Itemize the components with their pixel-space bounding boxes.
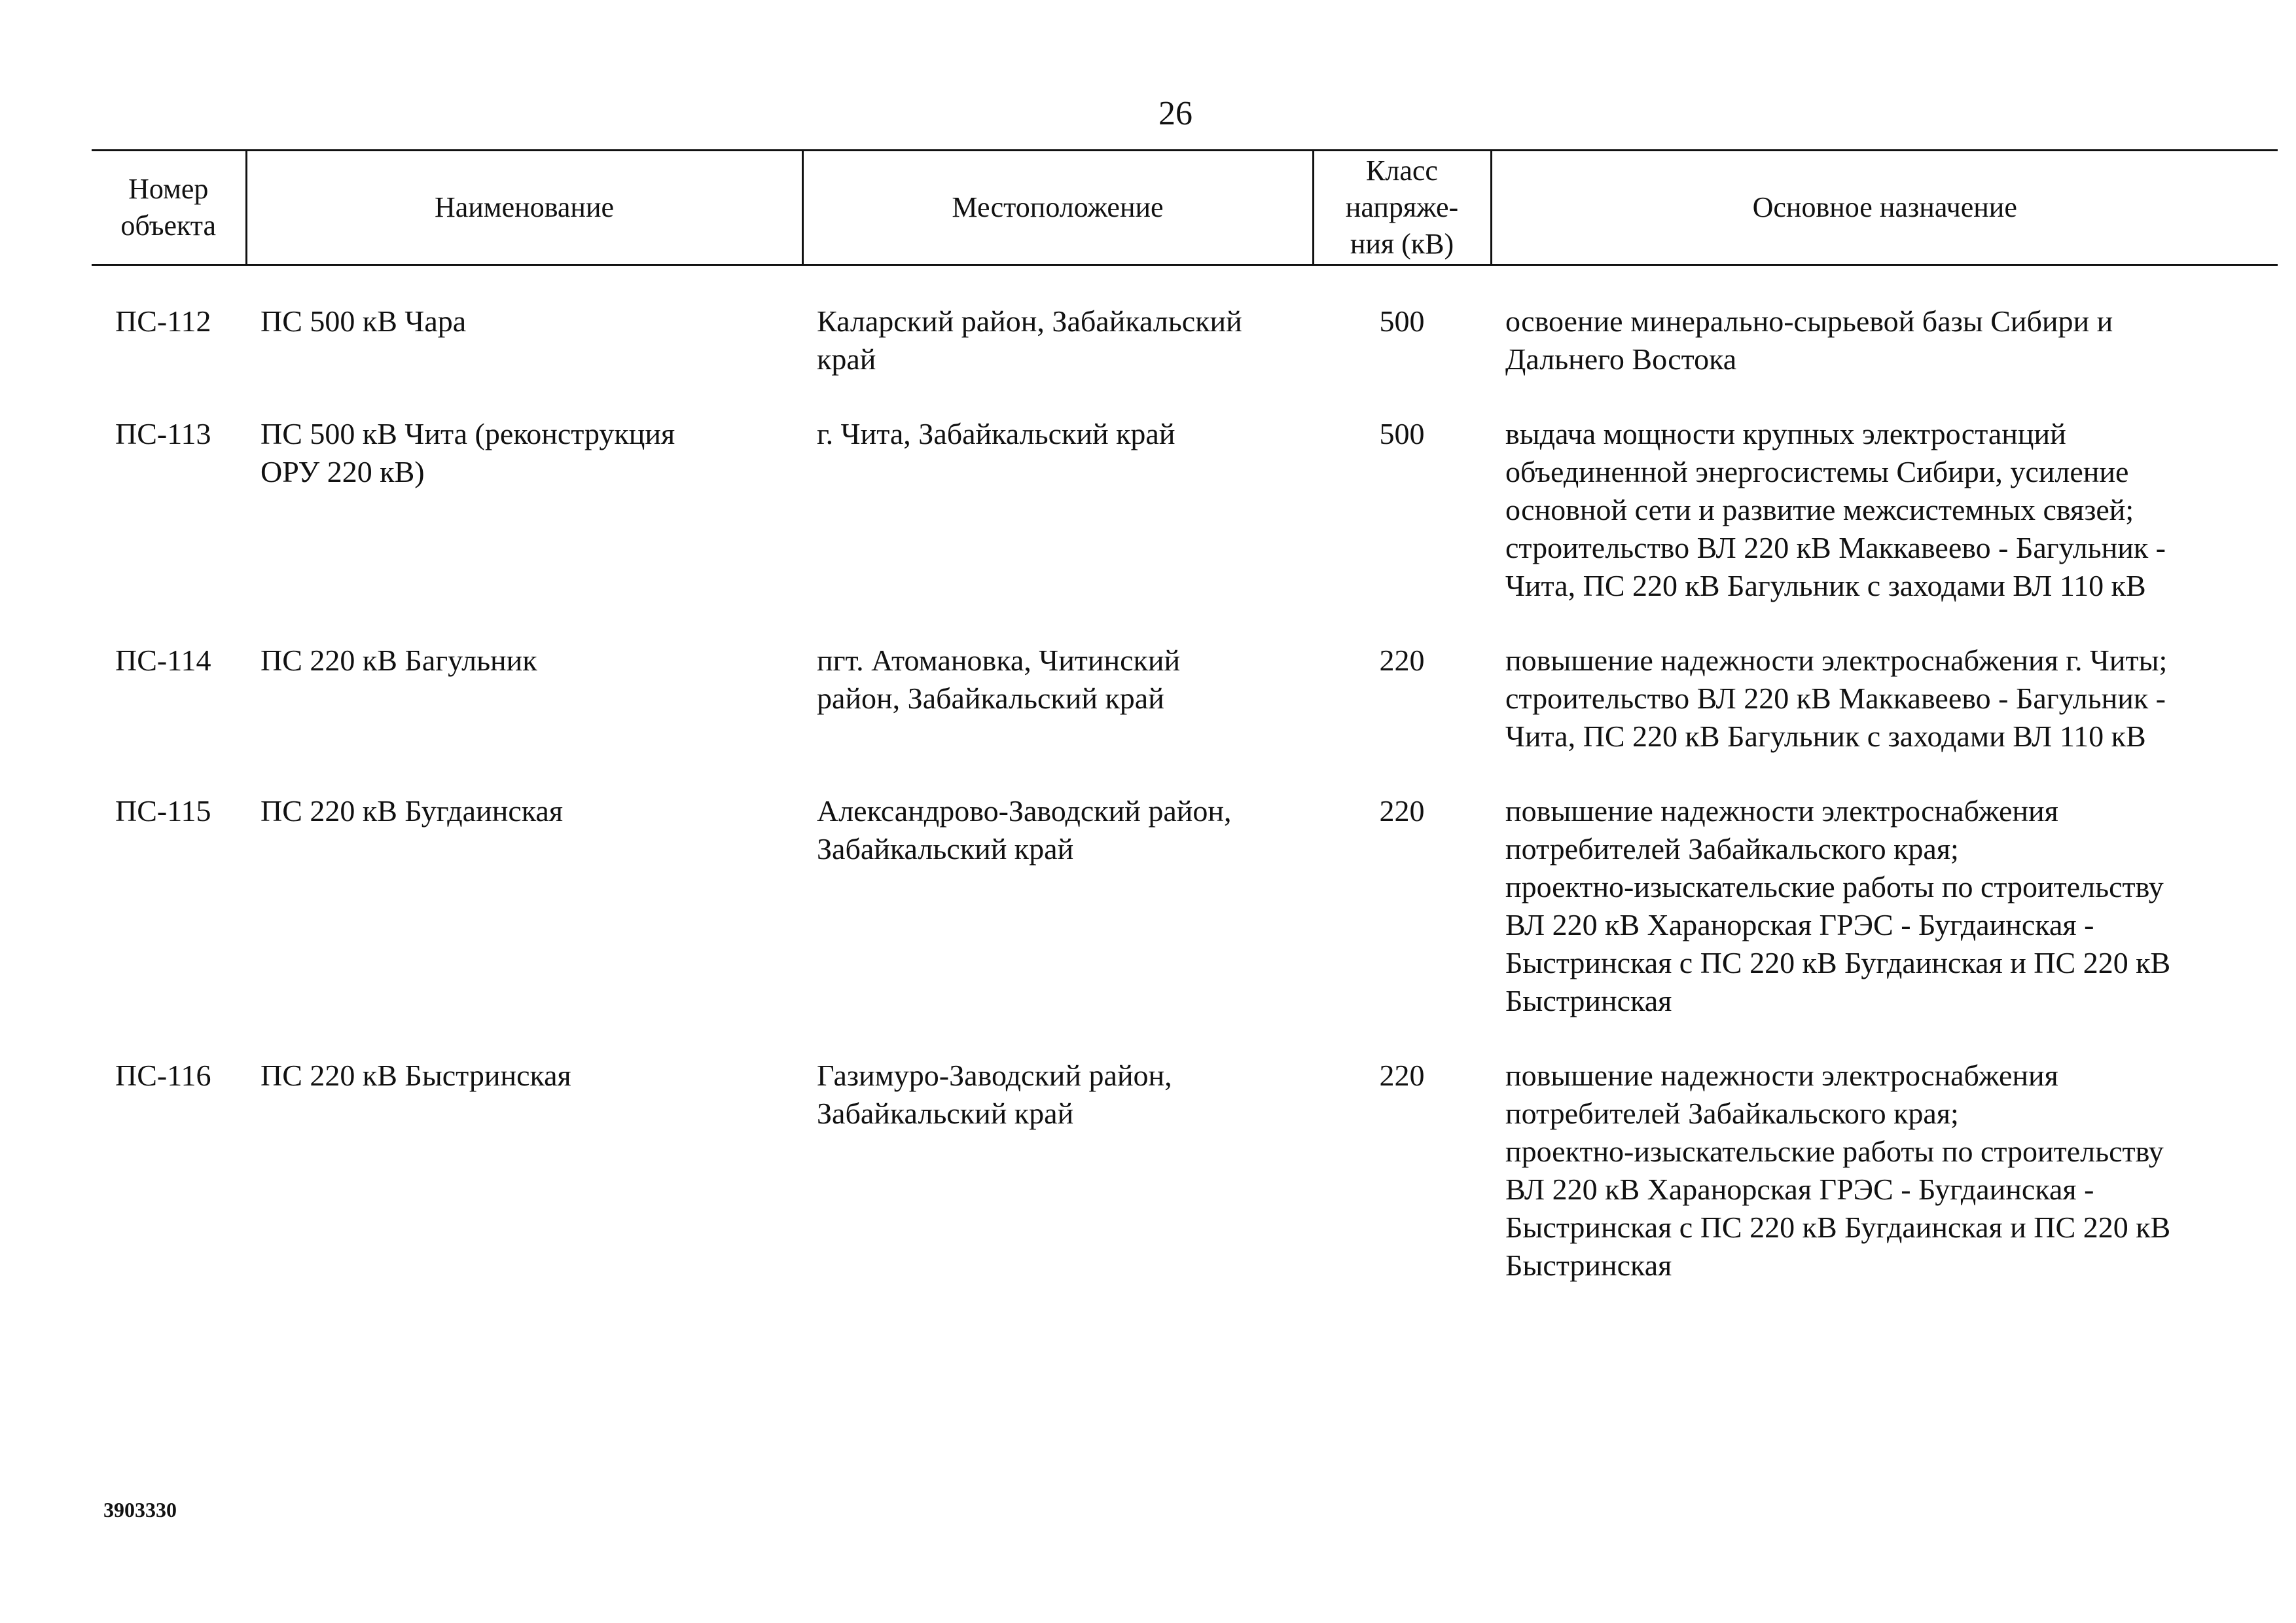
- header-voltage: Класс напряже- ния (кВ): [1313, 151, 1491, 265]
- cell-location: Газимуро-Заводский район, Забайкальский край: [817, 1059, 1172, 1130]
- header-location: Местоположение: [802, 151, 1313, 265]
- table-row: [92, 1057, 2278, 1321]
- cell-number: ПС-112: [115, 304, 211, 338]
- cell-number: ПС-115: [115, 794, 211, 828]
- table-header-row: [92, 151, 2278, 265]
- header-purpose: Основное назначение: [1491, 151, 2278, 265]
- cell-location: Александрово-Заводский район, Забайкальский край: [817, 794, 1232, 866]
- cell-number: ПС-114: [115, 644, 211, 677]
- table-row: [92, 642, 2278, 792]
- cell-number: ПС-116: [115, 1059, 211, 1092]
- table-row: [92, 265, 2278, 416]
- cell-voltage: 500: [1379, 417, 1425, 450]
- table-row: [92, 792, 2278, 1057]
- cell-name: ПС 220 кВ Быстринская: [260, 1059, 571, 1092]
- cell-purpose: повышение надежности электроснабжения потребителей Забайкальского края; проектно-изыскательские работы по строительству ВЛ 220 кВ Харанорская ГРЭС - Бугдаинская - Быстринская с ПС 220 кВ Бугдаинская и ПС 220 кВ Быстринская: [1505, 1059, 2171, 1282]
- cell-name: ПС 500 кВ Чара: [260, 304, 467, 338]
- objects-table: [92, 149, 2278, 1321]
- cell-name: ПС 220 кВ Багульник: [260, 644, 537, 677]
- cell-purpose: повышение надежности электроснабжения г. Читы; строительство ВЛ 220 кВ Маккавеево - Багульник - Чита, ПС 220 кВ Багульник с заходами ВЛ 110 кВ: [1505, 644, 2168, 753]
- header-name: Наименование: [246, 151, 802, 265]
- cell-number: ПС-113: [115, 417, 211, 450]
- document-code: 3903330: [103, 1498, 177, 1522]
- cell-name: ПС 220 кВ Бугдаинская: [260, 794, 563, 828]
- cell-voltage: 220: [1379, 794, 1425, 828]
- cell-location: г. Чита, Забайкальский край: [817, 417, 1175, 450]
- header-number: Номер объекта: [92, 151, 246, 265]
- table-row: [92, 415, 2278, 642]
- cell-voltage: 220: [1379, 1059, 1425, 1092]
- page-number: 26: [1158, 95, 1193, 132]
- cell-purpose: повышение надежности электроснабжения потребителей Забайкальского края; проектно-изыскательские работы по строительству ВЛ 220 кВ Харанорская ГРЭС - Бугдаинская - Быстринская с ПС 220 кВ Бугдаинская и ПС 220 кВ Быстринская: [1505, 794, 2171, 1017]
- cell-name: ПС 500 кВ Чита (реконструкция ОРУ 220 кВ): [260, 417, 675, 488]
- cell-location: пгт. Атомановка, Читинский район, Забайкальский край: [817, 644, 1181, 715]
- cell-location: Каларский район, Забайкальский край: [817, 304, 1242, 376]
- cell-purpose: освоение минерально-сырьевой базы Сибири и Дальнего Востока: [1505, 304, 2113, 376]
- cell-voltage: 220: [1379, 644, 1425, 677]
- cell-voltage: 500: [1379, 304, 1425, 338]
- cell-purpose: выдача мощности крупных электростанций объединенной энергосистемы Сибири, усиление основной сети и развитие межсистемных связей; строительство ВЛ 220 кВ Маккавеево - Багульник - Чита, ПС 220 кВ Багульник с заходами ВЛ 110 кВ: [1505, 417, 2166, 602]
